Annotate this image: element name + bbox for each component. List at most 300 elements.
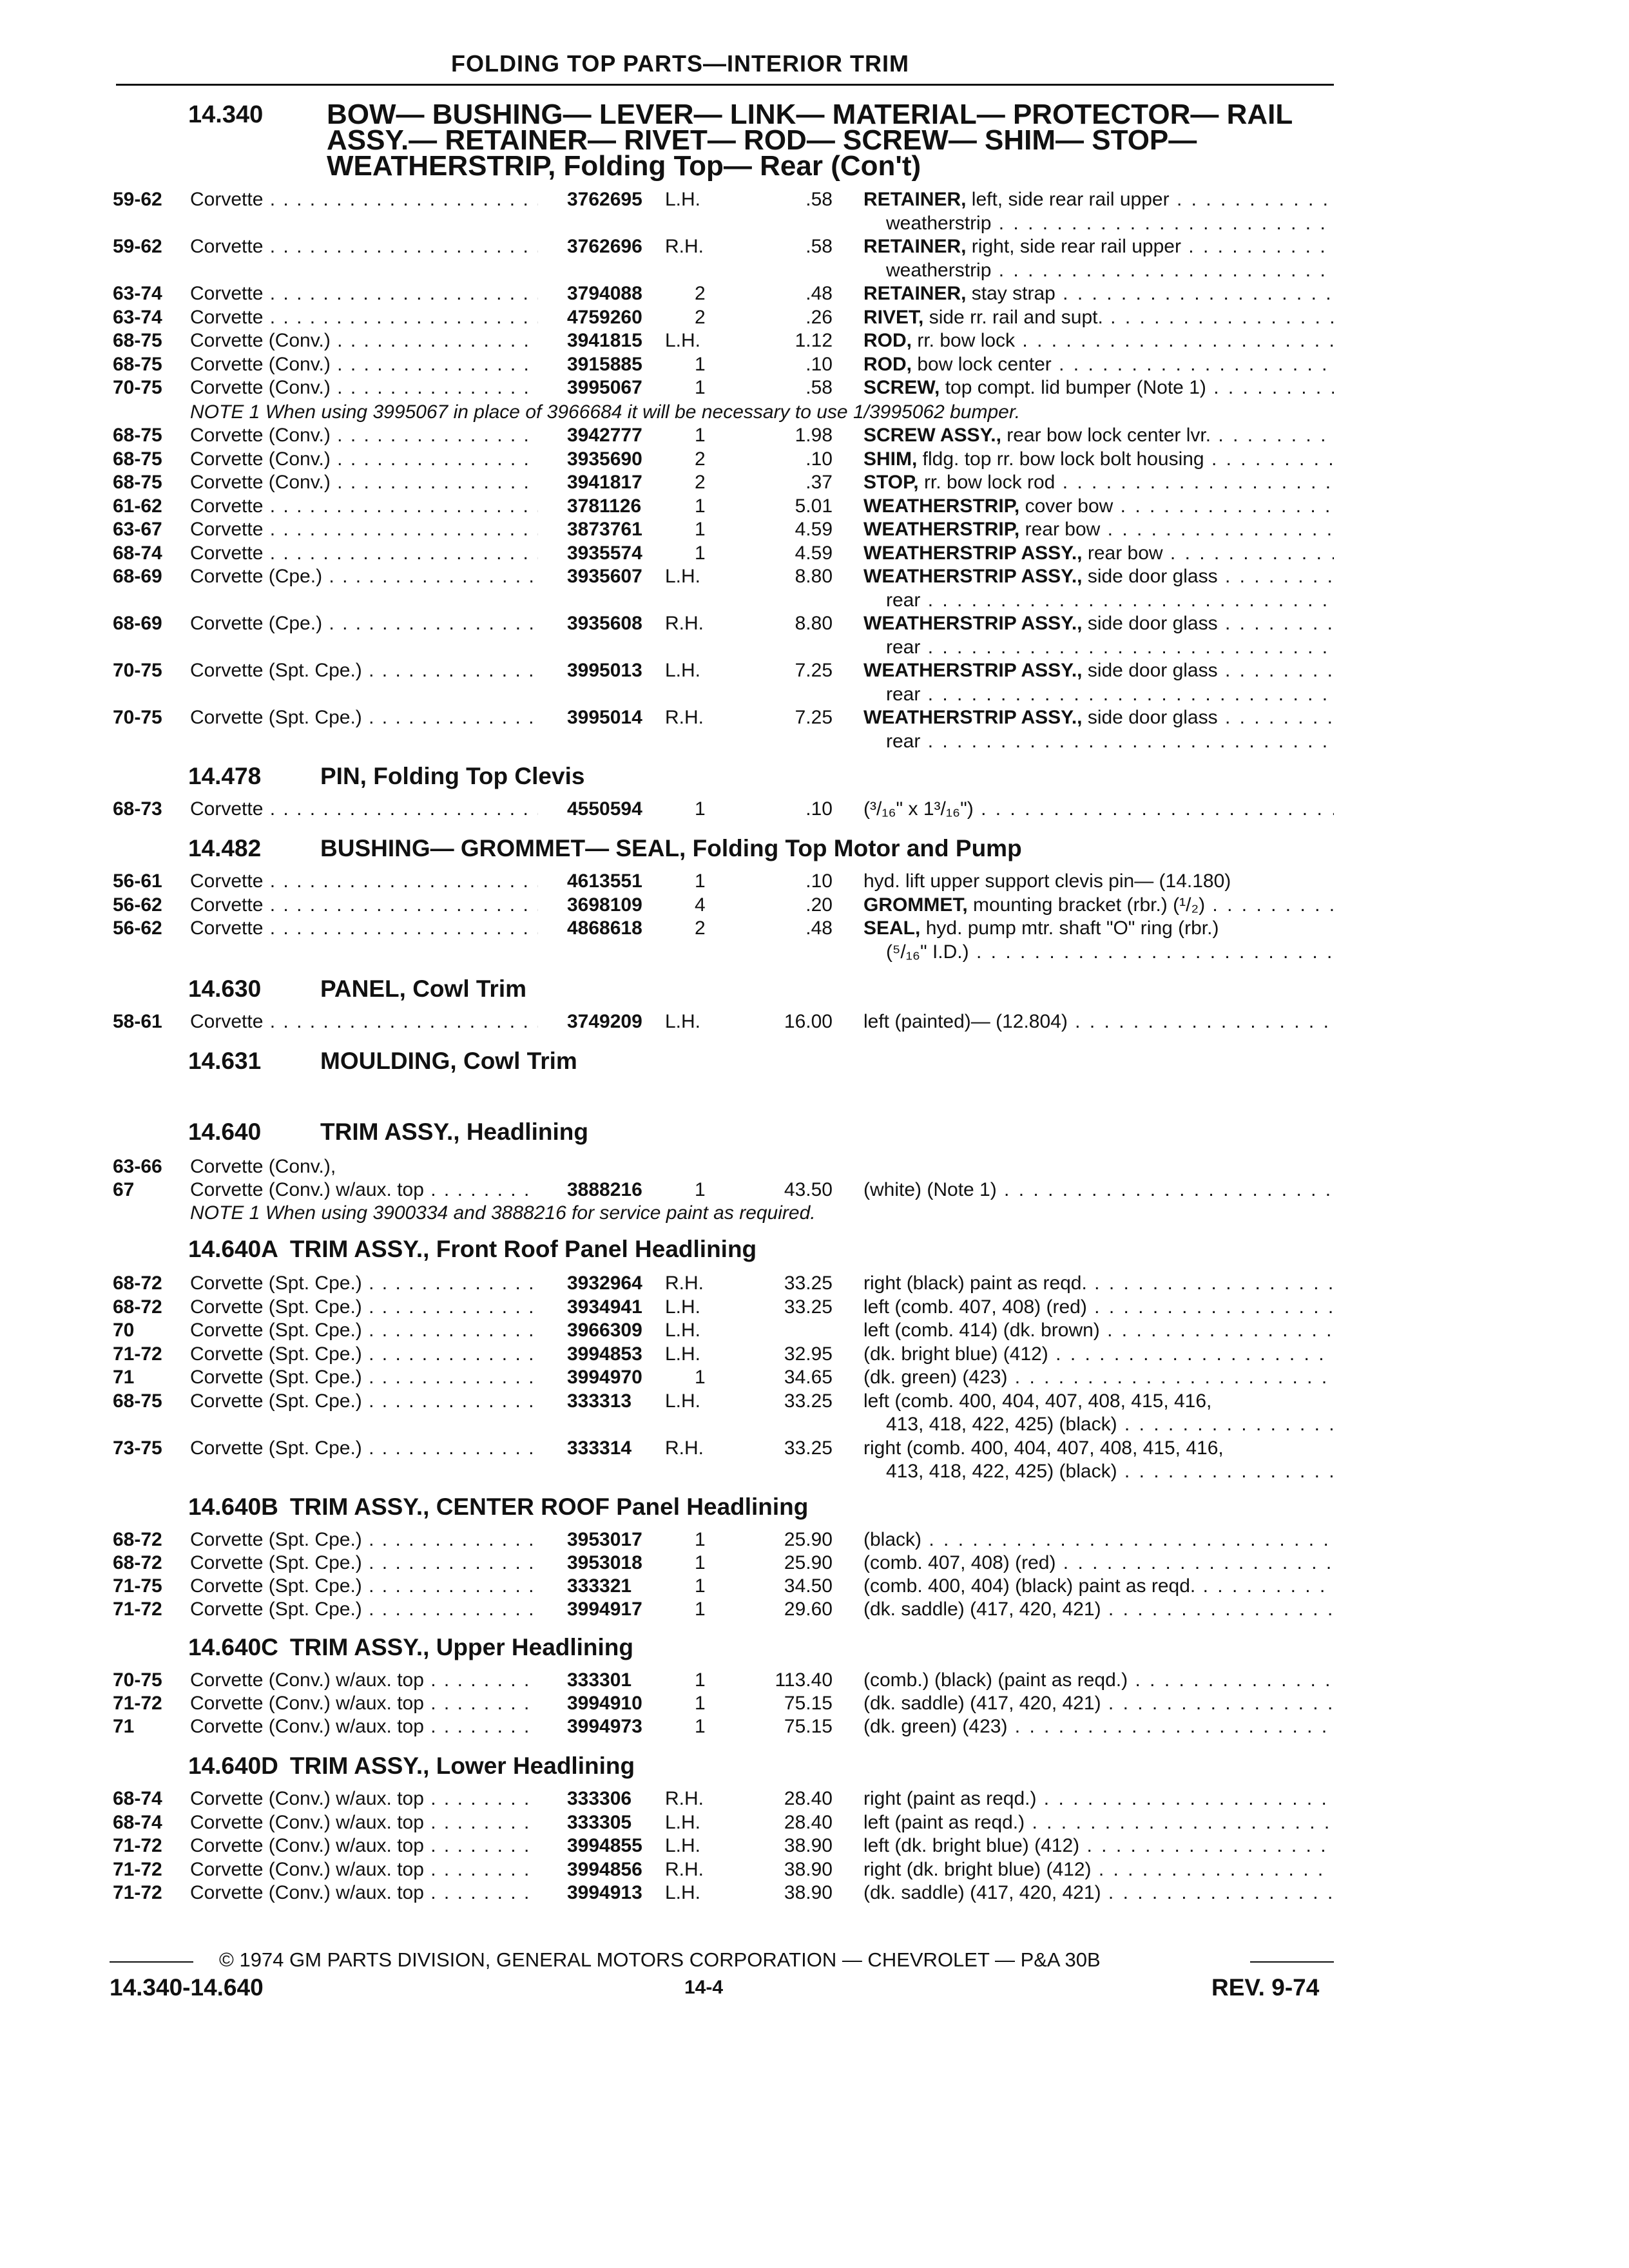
model-years: 63-74	[113, 283, 162, 304]
page-number: 14-4	[684, 1977, 724, 1998]
model-name: Corvette . . .	[190, 235, 538, 258]
list-price: 8.80	[795, 613, 833, 634]
part-detail: side door glass	[1082, 660, 1218, 681]
part-row	[0, 1834, 1629, 1858]
model-name: Corvette (Conv.) w/aux. top . . .	[190, 1178, 538, 1202]
part-name: SCREW,	[863, 377, 940, 398]
part-description	[863, 329, 1334, 352]
model-name: Corvette (Conv.) . . .	[190, 471, 538, 494]
part-number: 3994855	[567, 1835, 642, 1856]
description-continued: rear . . .	[886, 589, 1334, 612]
model-name: Corvette (Spt. Cpe.) . . .	[190, 1528, 538, 1552]
quantity: 2	[695, 472, 706, 493]
part-name: WEATHERSTRIP ASSY.,	[863, 707, 1083, 728]
title-rule	[116, 84, 1334, 86]
model-name: Corvette . . .	[190, 542, 538, 565]
part-description	[863, 1692, 1334, 1715]
part-number: 3994917	[567, 1599, 642, 1620]
part-detail: stay strap	[966, 283, 1055, 304]
model-name: Corvette (Conv.) w/aux. top . . .	[190, 1669, 538, 1692]
part-row	[0, 495, 1629, 518]
part-row	[0, 1296, 1629, 1319]
section-title-line: ASSY.— RETAINER— RIVET— ROD— SCREW— SHIM— STOP—	[327, 124, 1197, 156]
side-indicator: L.H.	[665, 189, 701, 210]
list-price: 43.50	[784, 1179, 833, 1200]
model-name: Corvette (Spt. Cpe.) . . .	[190, 1437, 538, 1460]
part-description	[863, 1343, 1334, 1366]
part-row	[0, 376, 1629, 399]
part-row	[0, 1366, 1629, 1389]
list-price: 38.90	[784, 1858, 833, 1880]
description-continued: rear . . .	[886, 683, 1334, 706]
list-price: 7.25	[795, 707, 833, 728]
quantity: 2	[695, 448, 706, 470]
model-years: 68-72	[113, 1529, 162, 1550]
part-name: ROD,	[863, 330, 912, 351]
model-name: Corvette (Conv.) . . .	[190, 424, 538, 447]
list-price: .58	[805, 189, 833, 210]
part-detail: side rr. rail and supt.	[923, 306, 1103, 328]
part-detail: (dk. green) (423)	[863, 1367, 1008, 1388]
part-number: 3935690	[567, 448, 642, 470]
description-continued: (⁵/₁₆" I.D.) . . .	[886, 941, 1334, 964]
side-indicator: L.H.	[665, 1882, 701, 1903]
list-price: 1.98	[795, 425, 833, 446]
part-row	[0, 1437, 1629, 1460]
part-description	[863, 495, 1334, 518]
model-years: 56-62	[113, 918, 162, 939]
part-description	[863, 518, 1334, 541]
section-14-640-heading	[188, 1119, 588, 1146]
part-description	[863, 1858, 1334, 1881]
side-indicator: R.H.	[665, 1858, 704, 1880]
part-description	[863, 1390, 1334, 1413]
part-description	[863, 448, 1334, 471]
model-years: 71-72	[113, 1858, 162, 1880]
quantity: 2	[695, 918, 706, 939]
part-number: 4550594	[567, 798, 642, 820]
part-name: RIVET,	[863, 306, 924, 328]
list-price: 28.40	[784, 1788, 833, 1809]
model-name: Corvette (Conv.),	[190, 1156, 336, 1177]
part-number: 3941815	[567, 330, 642, 351]
model-name: Corvette . . .	[190, 188, 538, 211]
list-price: 5.01	[795, 495, 833, 517]
model-name: Corvette . . .	[190, 917, 538, 940]
part-row	[0, 1858, 1629, 1881]
quantity: 1	[695, 798, 706, 820]
model-years: 68-69	[113, 566, 162, 587]
part-row	[0, 1343, 1629, 1366]
model-years: 68-75	[113, 1390, 162, 1412]
part-detail: left, side rear rail upper	[966, 189, 1170, 210]
list-price: .26	[805, 306, 833, 328]
part-number: 4868618	[567, 918, 642, 939]
list-price: 32.95	[784, 1343, 833, 1365]
part-row	[0, 1010, 1629, 1033]
model-name: Corvette (Spt. Cpe.) . . .	[190, 1343, 538, 1366]
part-detail: rear bow	[1082, 542, 1163, 564]
model-years: 58-61	[113, 1011, 162, 1032]
part-number: 3953018	[567, 1552, 642, 1573]
model-years: 59-62	[113, 189, 162, 210]
part-name: RETAINER,	[863, 189, 967, 210]
part-description	[863, 917, 1334, 940]
part-number: 333306	[567, 1788, 632, 1809]
section-title: TRIM ASSY., Upper Headlining	[289, 1634, 634, 1660]
part-row	[0, 518, 1629, 541]
part-row	[0, 1881, 1629, 1905]
model-years: 63-66	[113, 1156, 162, 1177]
part-detail: (white) (Note 1)	[863, 1179, 997, 1200]
section-number: 14.640	[188, 1119, 262, 1145]
list-price: 38.90	[784, 1882, 833, 1903]
list-price: 34.65	[784, 1367, 833, 1388]
part-description	[863, 1366, 1334, 1389]
part-row	[0, 1669, 1629, 1692]
part-row	[0, 282, 1629, 305]
model-years: 68-75	[113, 448, 162, 470]
part-description	[863, 188, 1334, 211]
part-number: 3966309	[567, 1320, 642, 1341]
part-row	[0, 917, 1629, 940]
quantity: 1	[695, 377, 706, 398]
model-name: Corvette (Spt. Cpe.) . . .	[190, 1296, 538, 1319]
part-row	[0, 565, 1629, 588]
quantity: 1	[695, 1367, 706, 1388]
side-indicator: L.H.	[665, 660, 701, 681]
side-indicator: L.H.	[665, 1011, 701, 1032]
part-name: GROMMET,	[863, 894, 968, 916]
part-description	[863, 1272, 1334, 1295]
model-name: Corvette (Spt. Cpe.) . . .	[190, 1552, 538, 1575]
list-price: 8.80	[795, 566, 833, 587]
model-years: 68-72	[113, 1296, 162, 1318]
part-description	[863, 1834, 1334, 1858]
side-indicator: R.H.	[665, 613, 704, 634]
part-detail: (comb. 400, 404) (black) paint as reqd.	[863, 1575, 1196, 1597]
part-number: 3749209	[567, 1011, 642, 1032]
part-number: 3942777	[567, 425, 642, 446]
model-years: 68-75	[113, 472, 162, 493]
quantity: 1	[695, 1179, 706, 1200]
quantity: 1	[695, 1529, 706, 1550]
model-years: 68-73	[113, 798, 162, 820]
revision-label: REV. 9-74	[1211, 1974, 1320, 2001]
part-number: 3994913	[567, 1882, 642, 1903]
list-price: 25.90	[784, 1529, 833, 1550]
part-number: 3935608	[567, 613, 642, 634]
model-name: Corvette (Conv.) w/aux. top . . .	[190, 1881, 538, 1905]
part-row	[0, 1715, 1629, 1738]
model-name: Corvette . . .	[190, 798, 538, 821]
part-description	[863, 1811, 1334, 1834]
part-number: 3995067	[567, 377, 642, 398]
part-detail: left (comb. 400, 404, 407, 408, 415, 416,	[863, 1390, 1212, 1412]
list-price: 28.40	[784, 1811, 833, 1833]
model-name: Corvette (Spt. Cpe.) . . .	[190, 1366, 538, 1389]
part-detail: (comb.) (black) (paint as reqd.)	[863, 1669, 1128, 1691]
list-price: 4.59	[795, 519, 833, 540]
model-years: 68-75	[113, 425, 162, 446]
note-14-340: NOTE 1 When using 3995067 in place of 3966684 it will be necessary to use 1/3995062 bumper.	[190, 401, 1021, 423]
section-title-line: BOW— BUSHING— LEVER— LINK— MATERIAL— PROTECTOR— RAIL	[327, 99, 1293, 130]
part-detail: rear bow	[1019, 519, 1101, 540]
part-row	[0, 1787, 1629, 1811]
part-detail: mounting bracket (rbr.) (¹/₂)	[967, 894, 1206, 916]
model-name: Corvette (Spt. Cpe.) . . .	[190, 1598, 538, 1621]
note-14-640: NOTE 1 When using 3900334 and 3888216 for service paint as required.	[190, 1202, 816, 1224]
part-description	[863, 542, 1334, 565]
part-detail: left (painted)— (12.804)	[863, 1011, 1068, 1032]
section-title: TRIM ASSY., CENTER ROOF Panel Headlining	[289, 1494, 809, 1520]
part-name: WEATHERSTRIP ASSY.,	[863, 542, 1083, 564]
model-years: 61-62	[113, 495, 162, 517]
part-name: RETAINER,	[863, 283, 967, 304]
part-row	[0, 1272, 1629, 1295]
part-detail: left (comb. 407, 408) (red)	[863, 1296, 1087, 1318]
part-number: 333301	[567, 1669, 632, 1691]
list-price: 25.90	[784, 1552, 833, 1573]
section-title: PANEL, Cowl Trim	[320, 975, 527, 1002]
model-years: 68-69	[113, 613, 162, 634]
list-price: 34.50	[784, 1575, 833, 1597]
part-row	[0, 798, 1629, 821]
part-detail: fldg. top rr. bow lock bolt housing	[917, 448, 1204, 470]
part-row	[0, 1811, 1629, 1834]
part-description	[863, 565, 1334, 588]
part-detail: side door glass	[1082, 707, 1218, 728]
model-years: 68-74	[113, 1811, 162, 1833]
part-row	[0, 448, 1629, 471]
part-number: 3953017	[567, 1529, 642, 1550]
part-detail: rr. bow lock	[912, 330, 1016, 351]
description-continued: 413, 418, 422, 425) (black) . . .	[886, 1413, 1334, 1436]
quantity: 2	[695, 283, 706, 304]
section-title	[327, 99, 1487, 182]
part-number: 333305	[567, 1811, 632, 1833]
quantity: 1	[695, 495, 706, 517]
part-number: 3941817	[567, 472, 642, 493]
part-number: 3781126	[567, 495, 642, 517]
model-years: 59-62	[113, 236, 162, 257]
list-price: 33.25	[784, 1390, 833, 1412]
part-number: 3994853	[567, 1343, 642, 1365]
quantity: 1	[695, 870, 706, 892]
part-name: WEATHERSTRIP ASSY.,	[863, 566, 1083, 587]
model-years: 73-75	[113, 1437, 162, 1459]
part-description	[863, 1178, 1334, 1202]
side-indicator: R.H.	[665, 1437, 704, 1459]
part-detail: (³/₁₆" x 1³/₁₆")	[863, 798, 974, 820]
list-price: .20	[805, 894, 833, 916]
list-price: 38.90	[784, 1835, 833, 1856]
model-name: Corvette (Conv.) w/aux. top . . .	[190, 1715, 538, 1738]
model-years: 70-75	[113, 1669, 162, 1691]
part-description	[863, 282, 1334, 305]
section-14-640c-heading	[188, 1634, 633, 1661]
model-years: 71-75	[113, 1575, 162, 1597]
part-number: 3762696	[567, 236, 642, 257]
part-number: 4613551	[567, 870, 642, 892]
description-continued: weatherstrip . . .	[886, 212, 1334, 235]
section-14-640b-heading	[188, 1494, 808, 1521]
side-indicator: R.H.	[665, 1788, 704, 1809]
part-detail: bow lock center	[912, 353, 1052, 375]
section-title: BUSHING— GROMMET— SEAL, Folding Top Motor and Pump	[320, 835, 1022, 861]
model-years: 70-75	[113, 660, 162, 681]
side-indicator: L.H.	[665, 330, 701, 351]
section-14-640d-heading	[188, 1753, 635, 1780]
list-price: 4.59	[795, 542, 833, 564]
section-14-478-heading	[188, 763, 584, 790]
model-name: Corvette (Conv.) . . .	[190, 329, 538, 352]
list-price: 75.15	[784, 1693, 833, 1714]
list-price: .48	[805, 283, 833, 304]
list-price: 33.25	[784, 1437, 833, 1459]
quantity: 4	[695, 894, 706, 916]
part-number: 3994910	[567, 1693, 642, 1714]
model-name: Corvette (Spt. Cpe.) . . .	[190, 659, 538, 682]
list-price: .10	[805, 448, 833, 470]
part-number: 333321	[567, 1575, 632, 1597]
section-number: 14.640D	[188, 1753, 278, 1779]
part-number: 3994970	[567, 1367, 642, 1388]
part-description	[863, 1787, 1334, 1811]
section-range: 14.340-14.640	[110, 1974, 264, 2001]
part-description	[863, 1598, 1334, 1621]
model-name: Corvette . . .	[190, 518, 538, 541]
section-title: TRIM ASSY., Front Roof Panel Headlining	[289, 1236, 757, 1262]
part-detail: left (paint as reqd.)	[863, 1811, 1025, 1833]
side-indicator: L.H.	[665, 1296, 701, 1318]
footer-rule-left	[110, 1961, 193, 1963]
part-detail: top compt. lid bumper (Note 1)	[940, 377, 1206, 398]
copyright-notice: © 1974 GM PARTS DIVISION, GENERAL MOTORS CORPORATION — CHEVROLET — P&A 30B	[219, 1948, 1101, 1971]
section-title-line: WEATHERSTRIP, Folding Top— Rear (Con't)	[327, 150, 921, 182]
part-description	[863, 1296, 1334, 1319]
model-years: 71	[113, 1716, 135, 1737]
model-name: Corvette (Conv.) . . .	[190, 448, 538, 471]
side-indicator: R.H.	[665, 707, 704, 728]
part-row	[0, 1178, 1629, 1202]
quantity: 1	[695, 542, 706, 564]
part-description	[863, 424, 1334, 447]
description-continued: weatherstrip . . .	[886, 259, 1334, 282]
part-row	[0, 659, 1629, 682]
part-number: 4759260	[567, 306, 642, 328]
part-row	[0, 235, 1629, 258]
part-row	[0, 1575, 1629, 1598]
part-detail: left (dk. bright blue) (412)	[863, 1835, 1080, 1856]
section-title: TRIM ASSY., Lower Headlining	[289, 1753, 635, 1779]
model-years: 71-72	[113, 1343, 162, 1365]
section-title: TRIM ASSY., Headlining	[320, 1119, 588, 1145]
model-name: Corvette (Conv.) w/aux. top . . .	[190, 1834, 538, 1858]
part-detail: (dk. saddle) (417, 420, 421)	[863, 1882, 1101, 1903]
list-price: .48	[805, 918, 833, 939]
part-row	[0, 329, 1629, 352]
part-number: 3915885	[567, 353, 642, 375]
model-years: 68-72	[113, 1273, 162, 1294]
list-price: .10	[805, 870, 833, 892]
footer-rule-right	[1250, 1961, 1334, 1963]
model-name: Corvette (Spt. Cpe.) . . .	[190, 1575, 538, 1598]
part-number: 3698109	[567, 894, 642, 916]
list-price: 16.00	[784, 1011, 833, 1032]
part-description	[863, 1575, 1334, 1598]
side-indicator: L.H.	[665, 1811, 701, 1833]
model-years: 68-75	[113, 330, 162, 351]
part-description	[863, 659, 1334, 682]
part-detail: rear bow lock center lvr.	[1001, 425, 1211, 446]
part-row	[0, 612, 1629, 635]
part-row	[0, 1552, 1629, 1575]
part-description	[863, 1669, 1334, 1692]
section-title: MOULDING, Cowl Trim	[320, 1048, 577, 1074]
part-name: SHIM,	[863, 448, 918, 470]
quantity: 1	[695, 1693, 706, 1714]
part-description	[863, 1552, 1334, 1575]
model-name: Corvette . . .	[190, 870, 538, 893]
part-description	[863, 235, 1334, 258]
part-description	[863, 471, 1334, 494]
part-number: 333313	[567, 1390, 632, 1412]
description-continued: rear . . .	[886, 730, 1334, 753]
section-14-631-heading	[188, 1048, 577, 1075]
list-price: 7.25	[795, 660, 833, 681]
model-years: 71	[113, 1367, 135, 1388]
list-price: 113.40	[775, 1669, 833, 1691]
part-row	[0, 1319, 1629, 1342]
part-name: RETAINER,	[863, 236, 967, 257]
part-description	[863, 870, 1334, 893]
part-row	[0, 353, 1629, 376]
model-years: 63-74	[113, 306, 162, 328]
part-description	[863, 1319, 1334, 1342]
part-name: WEATHERSTRIP,	[863, 495, 1020, 517]
part-name: WEATHERSTRIP ASSY.,	[863, 613, 1083, 634]
model-name: Corvette (Spt. Cpe.) . . .	[190, 706, 538, 729]
part-detail: right (black) paint as reqd.	[863, 1273, 1087, 1294]
part-detail: rr. bow lock rod	[918, 472, 1055, 493]
model-name: Corvette (Conv.) . . .	[190, 353, 538, 376]
part-row	[0, 471, 1629, 494]
section-14-630-heading	[188, 975, 526, 1003]
part-detail: side door glass	[1082, 566, 1218, 587]
section-number: 14.640A	[188, 1236, 278, 1262]
part-detail: side door glass	[1082, 613, 1218, 634]
model-name: Corvette (Spt. Cpe.) . . .	[190, 1272, 538, 1295]
part-row	[0, 894, 1629, 917]
part-detail: (dk. saddle) (417, 420, 421)	[863, 1693, 1101, 1714]
part-row	[0, 1692, 1629, 1715]
quantity: 1	[695, 425, 706, 446]
part-description	[863, 1528, 1334, 1552]
model-name: Corvette (Conv.) w/aux. top . . .	[190, 1858, 538, 1881]
part-number: 3935607	[567, 566, 642, 587]
quantity: 1	[695, 1716, 706, 1737]
list-price: 29.60	[784, 1599, 833, 1620]
part-row	[0, 1155, 1629, 1178]
part-row	[0, 188, 1629, 211]
model-name: Corvette (Conv.) . . .	[190, 376, 538, 399]
list-price: 33.25	[784, 1296, 833, 1318]
list-price: 1.12	[795, 330, 833, 351]
part-name: WEATHERSTRIP,	[863, 519, 1020, 540]
section-number: 14.640B	[188, 1494, 278, 1520]
model-years: 71-72	[113, 1693, 162, 1714]
